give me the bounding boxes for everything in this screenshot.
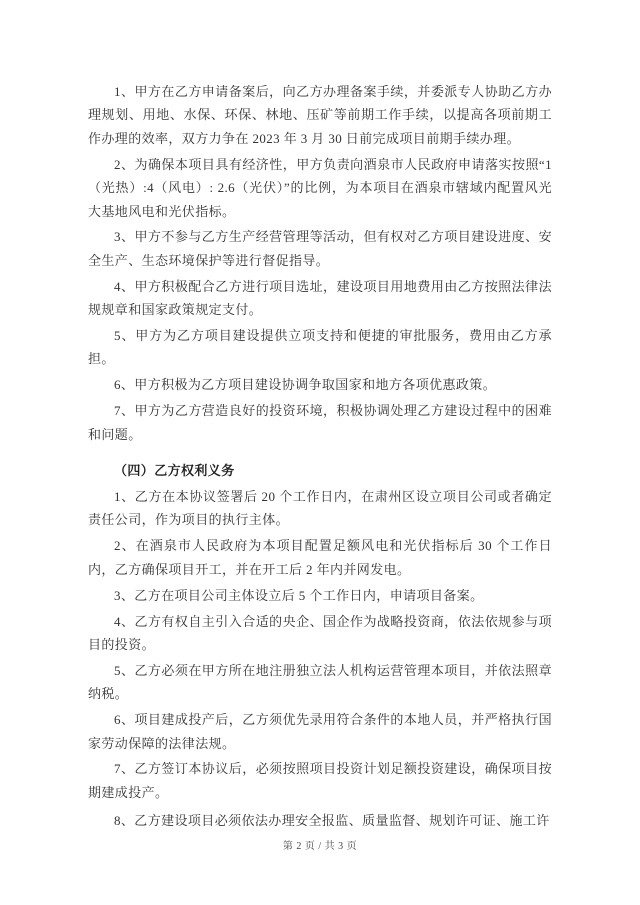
page-number-indicator: 第 2 页 / 共 3 页 [282, 840, 358, 852]
paragraph-jia-1: 1、甲方在乙方申请备案后，向乙方办理备案手续，并委派专人协助乙方办理规划、用地、水保、环保、林地、压矿等前期工作手续，以提高各项前期工作办理的效率，双方力争在 2023 年 3 月 30 日前完成项目前期手续办理。 [88, 84, 552, 146]
paragraph-yi-1: 1、乙方在本协议签署后 20 个工作日内，在肃州区设立项目公司或者确定责任公司，作为项目的执行主体。 [88, 489, 552, 528]
paragraph-yi-7: 7、乙方签订本协议后，必须按照项目投资计划足额投资建设，确保项目按期建成投产。 [88, 761, 552, 800]
paragraph-jia-3: 3、甲方不参与乙方生产经营管理等活动，但有权对乙方项目建设进度、安全生产、生态环境保护等进行督促指导。 [88, 229, 552, 268]
paragraph-yi-8: 8、乙方建设项目必须依法办理安全报监、质量监督、规划许可证、施工许 [114, 813, 550, 829]
section-heading-yi: （四）乙方权利义务 [114, 463, 235, 479]
paragraph-yi-4: 4、乙方有权自主引入合适的央企、国企作为战略投资商，依法依规参与项目的投资。 [88, 613, 552, 652]
paragraph-yi-5: 5、乙方必须在甲方所在地注册独立法人机构运营管理本项目，并依法照章纳税。 [88, 662, 552, 702]
paragraph-yi-3: 3、乙方在项目公司主体设立后 5 个工作日内，申请项目备案。 [114, 587, 484, 603]
paragraph-yi-2: 2、在酒泉市人民政府为本项目配置足额风电和光伏指标后 30 个工作日内，乙方确保项目开工，并在开工后 2 年内并网发电。 [88, 538, 552, 577]
paragraph-jia-6: 6、甲方积极为乙方项目建设协调争取国家和地方各项优惠政策。 [114, 377, 497, 393]
paragraph-jia-7: 7、甲方为乙方营造良好的投资环境，积极协调处理乙方建设过程中的困难和问题。 [88, 403, 552, 442]
paragraph-jia-5: 5、甲方为乙方项目建设提供立项支持和便捷的审批服务，费用由乙方承担。 [88, 328, 552, 367]
paragraph-jia-4: 4、甲方积极配合乙方进行项目选址，建设项目用地费用由乙方按照法律法规规章和国家政策规定支付。 [88, 278, 552, 318]
paragraph-yi-6: 6、项目建成投产后，乙方须优先录用符合条件的本地人员，并严格执行国家劳动保障的法律法规。 [88, 712, 552, 751]
paragraph-jia-2: 2、为确保本项目具有经济性，甲方负责向酒泉市人民政府申请落实按照“1（光热）:4（风电）: 2.6（光伏）”的比例，为本项目在酒泉市辖域内配置风光大基地风电和光伏指标。 [88, 156, 552, 219]
